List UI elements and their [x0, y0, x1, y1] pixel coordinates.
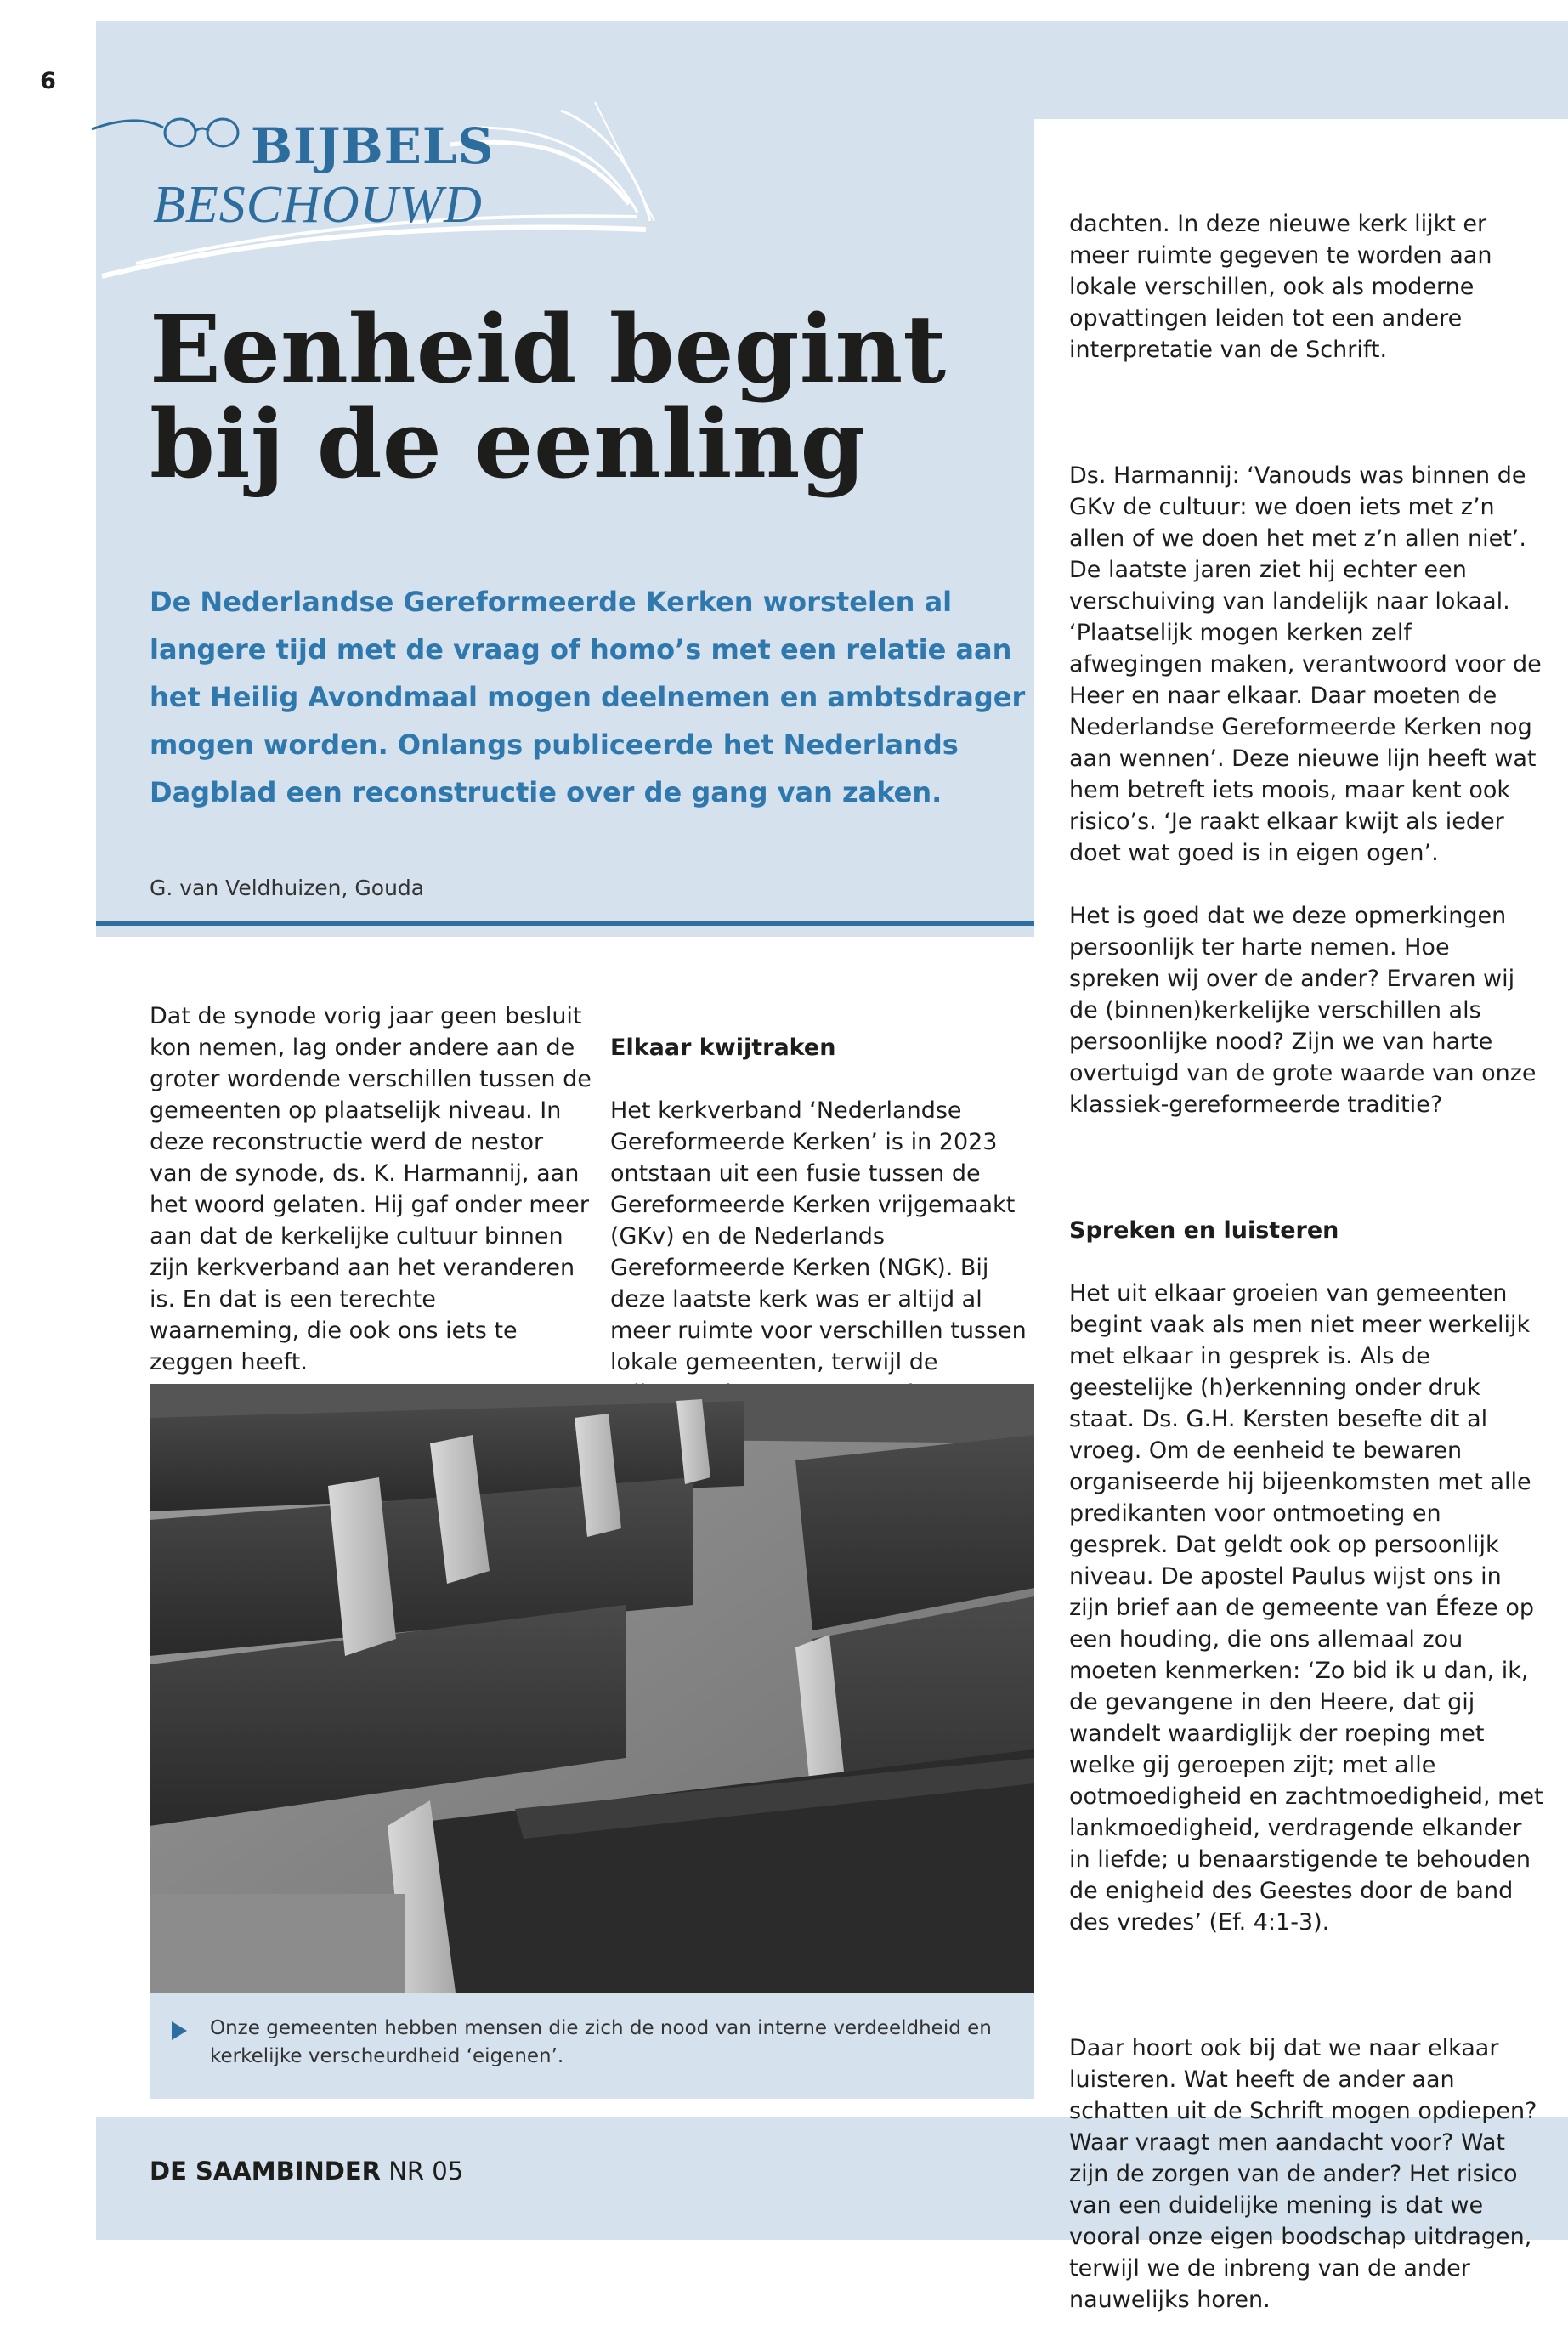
- section-heading-elkaar-kwijtraken: Elkaar kwijtraken: [610, 1035, 836, 1061]
- col3-paragraph-3: Het is goed dat we deze opmerkingen persoonlijk ter harte nemen. Hoe spreken wij over de ander? Ervaren wij de (binnen)kerkelijke verschillen als persoonlijke nood? Zijn we van harte overtuigd van de grote waarde van onze klassiek-gereformeerde traditie?: [1069, 903, 1537, 1118]
- footer-publication-name: DE SAAMBINDER: [150, 2157, 381, 2185]
- footer-issue: NR 05: [388, 2157, 464, 2185]
- section-heading-spreken-en-luisteren: Spreken en luisteren: [1069, 1217, 1339, 1244]
- col3-paragraph-5: Daar hoort ook bij dat we naar elkaar luisteren. Wat heeft de ander aan schatten uit de Schrift mogen opdiepen? Waar vraagt men aandacht voor? Wat zijn de zorgen van de ander? Het risico van een duidelijke mening is dat we vooral onze eigen boodschap uitdragen, terwijl we de inbreng van de ander nauwelijks horen.: [1069, 2035, 1537, 2313]
- body-column-2-text: Het kerkverband ‘Nederlandse Gereformeerde Kerken’ is in 2023 ontstaan uit een fusie tussen de Gereformeerde Kerken vrijgemaakt (GKv) en de Nederlands Gereformeerde Kerken (NGK). Bij deze laatste kerk was er altijd al meer ruimte voor verschillen tussen lokale gemeenten, terwijl de: [610, 1097, 1027, 1375]
- article-title: Eenheid begint bij de eenling: [150, 294, 947, 499]
- photo-caption: Onze gemeenten hebben mensen die zich de nood van interne verdeeldheid en kerkelijke verscheurdheid ‘eigenen’.: [210, 2017, 992, 2067]
- col3-paragraph-2: Ds. Harmannij: ‘Vanouds was binnen de GKv de cultuur: we doen iets met z’n allen of we doen het met z’n allen niet’. De laatste jaren ziet hij echter een verschuiving van landelijk naar lokaal. ‘Plaatselijk mogen kerken zelf afwegingen maken, verantwoord voor de Heer en naar elkaar. Daar moeten de Nederlandse Gereformeerde Kerken nog aan wennen’. Deze nieuwe lijn heeft wat hem betreft iets moois, maar kent ook risico’s. ‘Je raakt elkaar kwijt als ieder doet wat goed is in eigen ogen’.: [1069, 462, 1542, 866]
- logo-title-line2: BESCHOUWD: [153, 176, 483, 234]
- article-intro: De Nederlandse Gereformeerde Kerken worstelen al langere tijd met de vraag of homo’s met een relatie aan het Heilig Avondmaal mogen deelnemen en ambtsdrager mogen worden. Onlangs publiceerde het Nederlands Dagblad een reconstructie over de gang van zaken.: [150, 586, 1026, 808]
- footer-publication: [150, 2157, 463, 2185]
- col3-paragraph-1: dachten. In deze nieuwe kerk lijkt er meer ruimte gegeven te worden aan lokale verschillen, ook als moderne opvattingen leiden tot een andere interpretatie van de Schrift.: [1069, 211, 1492, 363]
- col3-paragraph-4: Het uit elkaar groeien van gemeenten begint vaak als men niet meer werkelijk met elkaar in gesprek is. Als de geestelijke (h)erkenning onder druk staat. Ds. G.H. Kersten besefte dit al vroeg. Om de eenheid te bewaren organiseerde hij bijeenkomsten met alle predikanten voor ontmoeting en gesprek. Dat geldt ook op persoonlijk niveau. De apostel Paulus wijst ons in zijn brief aan de gemeente van Éfeze op een houding, die ons allemaal zou moeten kenmerken: ‘Zo bid ik u dan, ik, de gevangene in den Heere, dat gij wandelt waardiglijk der roeping met welke gij geroepen zijt; met alle ootmoedigheid en zachtmoedigheid, met lankmoedigheid, verdragende elkander in liefde; u benaarstigende te behouden de enigheid des Geestes door de band des vredes’ (Ef. 4:1-3).: [1069, 1280, 1543, 1936]
- body-column-1: Dat de synode vorig jaar geen besluit kon nemen, lag onder andere aan de groter wordende verschillen tussen de gemeenten op plaatselijk niveau. In deze reconstructie werd de nestor van de synode, ds. K. Harmannij, aan het woord gelaten. Hij gaf onder meer aan dat de kerkelijke cultuur binnen zijn kerkverband aan het veranderen is. En dat is een terechte waarneming, die ook ons iets te zeggen heeft.: [150, 1003, 592, 1375]
- body-column-3: [1069, 177, 1545, 2347]
- page-number: 6: [40, 68, 56, 94]
- byline: G. van Veldhuizen, Gouda: [150, 876, 425, 900]
- divider-rule: [96, 921, 1034, 926]
- caption-arrow-icon: [172, 2021, 187, 2040]
- body-column-2: [610, 1001, 1035, 1441]
- logo-title-line1: BIJBELS: [251, 117, 495, 175]
- left-margin: [0, 0, 96, 2261]
- church-pews-photo: [150, 1384, 1034, 1993]
